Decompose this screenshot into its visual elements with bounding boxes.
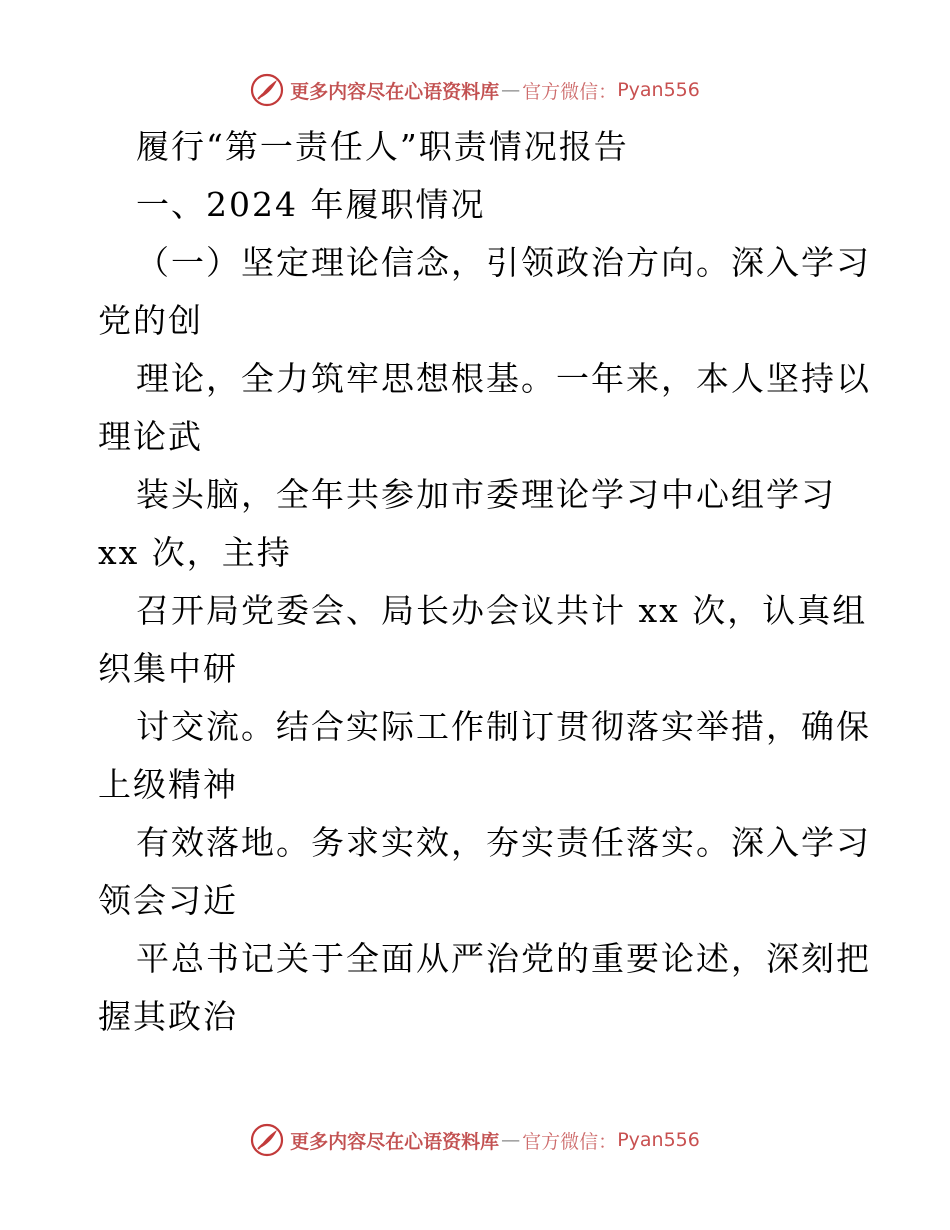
paragraph-line: 织集中研 xyxy=(98,649,238,688)
paragraph-line: 握其政治 xyxy=(98,997,238,1036)
paragraph-line: xx 次，主持 xyxy=(98,533,292,572)
footer-watermark xyxy=(0,1120,950,1160)
watermark-wechat-id: Pyan556 xyxy=(617,79,700,101)
paragraph-line: 装头脑，全年共参加市委理论学习中心组学习 xyxy=(136,475,836,514)
quill-pen-logo-icon xyxy=(250,1123,284,1157)
watermark-main-text: 更多内容尽在心语资料库 xyxy=(290,80,500,103)
quill-pen-logo-icon xyxy=(250,73,284,107)
watermark-main-text: 更多内容尽在心语资料库 xyxy=(290,1130,500,1153)
document-title: 履行“第一责任人”职责情况报告 xyxy=(136,127,629,166)
paragraph-line: 有效落地。务求实效，夯实责任落实。深入学习 xyxy=(136,823,871,862)
paragraph-line: 理论，全力筑牢思想根基。一年来，本人坚持以 xyxy=(136,359,871,398)
paragraph-line: 党的创 xyxy=(98,301,203,340)
watermark-dash: — xyxy=(501,79,521,101)
paragraph-line: 平总书记关于全面从严治党的重要论述，深刻把 xyxy=(136,939,871,978)
watermark-official-label: 官方微信： xyxy=(522,80,618,103)
paragraph-line: （一）坚定理论信念，引领政治方向。深入学习 xyxy=(136,243,871,282)
paragraph-line: 召开局党委会、局长办会议共计 xx 次，认真组 xyxy=(136,591,868,630)
paragraph-line: 讨交流。结合实际工作制订贯彻落实举措，确保 xyxy=(136,707,871,746)
paragraph-line: 上级精神 xyxy=(98,765,238,804)
section-heading: 一、2024 年履职情况 xyxy=(136,185,486,224)
paragraph-line: 领会习近 xyxy=(98,881,238,920)
paragraph-line: 理论武 xyxy=(98,417,203,456)
document-body xyxy=(98,118,871,1046)
watermark-dash: — xyxy=(501,1129,521,1151)
watermark-wechat-id: Pyan556 xyxy=(617,1129,700,1151)
header-watermark xyxy=(0,70,950,110)
watermark-official-label: 官方微信： xyxy=(522,1130,618,1153)
